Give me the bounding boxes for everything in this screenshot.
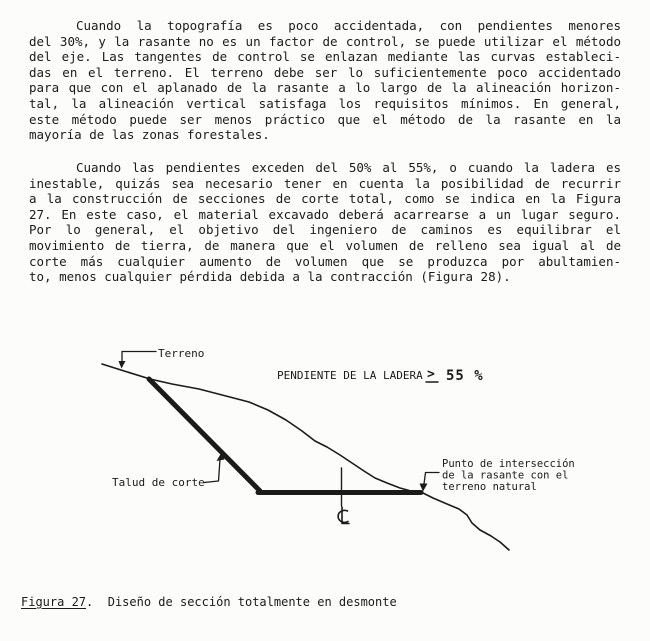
intersection-label-line3: terreno natural bbox=[442, 481, 537, 493]
text-line: corte más cualquier aumento de volumen que se produzca por abultamien- bbox=[29, 253, 621, 269]
text-line: das en el terreno. El terreno debe ser lo suficientemente poco accidentado bbox=[29, 64, 621, 80]
figure-caption-number: Figura 27 bbox=[21, 595, 87, 609]
greater-equal-symbol: > bbox=[427, 367, 435, 382]
text-line: 27. En este caso, el material excavado deberá acarrearse a un lugar seguro. bbox=[29, 206, 621, 222]
text-line: inestable, quizás sea necesario tener en cuenta la posibilidad de recurrir bbox=[29, 175, 621, 191]
cut-slope-arrow-line bbox=[204, 459, 220, 483]
text-line: a la construcción de secciones de corte total, como se indica en la Figura bbox=[29, 191, 621, 207]
text-line: Cuando las pendientes exceden del 50% al 55%, o cuando la ladera es bbox=[76, 160, 621, 175]
text-line: del eje. Las tangentes de control se enlazan mediante las curvas estableci- bbox=[29, 49, 621, 65]
text-line: del 30%, y la rasante no es un factor de control, se puede utilizar el método bbox=[29, 33, 621, 49]
terrain-label: Terreno bbox=[158, 347, 205, 360]
intersection-label-line1: Punto de intersección bbox=[442, 458, 575, 470]
text-line: tal, la alineación vertical satisfaga los requisitos mínimos. En general, bbox=[29, 95, 621, 111]
figure-caption-separator: . bbox=[86, 595, 108, 609]
centerline-symbol bbox=[338, 507, 349, 524]
terrain-arrow-line bbox=[122, 352, 156, 362]
text-line: to, menos cualquier pérdida debida a la contracción (Figura 28). bbox=[29, 269, 511, 285]
figure-caption bbox=[21, 595, 397, 610]
cut-slope-line bbox=[149, 379, 260, 491]
text-line: mayoría de las zonas forestales. bbox=[29, 127, 270, 143]
centerline-symbol-c-arc bbox=[338, 510, 348, 522]
slope-value-label: 55 % bbox=[446, 368, 484, 384]
slope-note-label: PENDIENTE DE LA LADERA bbox=[277, 369, 423, 382]
text-line: movimiento de tierra, de manera que el volumen de relleno sea igual al de bbox=[29, 237, 621, 253]
text-line: para que con el aplanado de la rasante a lo largo de la alineación horizon- bbox=[29, 80, 621, 96]
text-line: Por lo general, el objetivo del ingeniero de caminos es equilibrar el bbox=[29, 222, 621, 238]
text-line: Cuando la topografía es poco accidentada, con pendientes menores bbox=[76, 18, 621, 33]
intersection-label-line2: de la rasante con el bbox=[442, 469, 569, 482]
figure-caption-text: Diseño de sección totalmente en desmonte bbox=[107, 595, 397, 609]
cut-slope-label: Talud de corte bbox=[112, 476, 205, 489]
text-line: este método puede ser menos práctico que el método de la rasante en la bbox=[29, 111, 621, 127]
terrain-arrowhead bbox=[119, 361, 126, 369]
intersection-arrow-line bbox=[424, 473, 439, 485]
